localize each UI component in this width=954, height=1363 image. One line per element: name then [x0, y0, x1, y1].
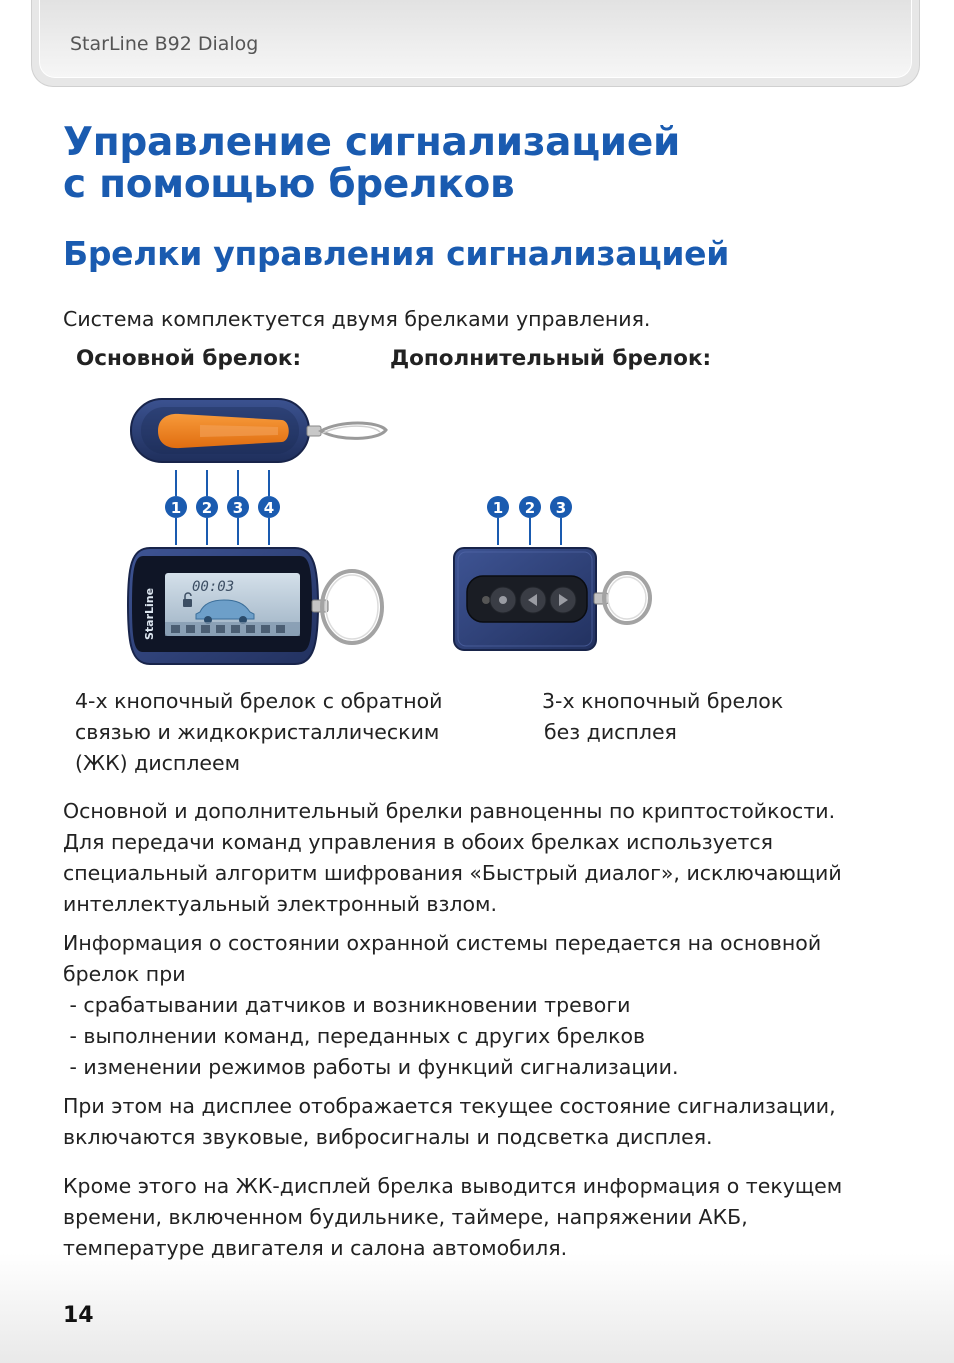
main-fob-caption-line-1: 4-х кнопочный брелок с обратной [75, 689, 443, 713]
paragraph-status-line-2: брелок при [63, 962, 186, 986]
extra-fob-caption-line-2: без дисплея [544, 720, 677, 744]
paragraph-status-info [63, 928, 893, 1083]
paragraph-lcd-line-3: температуре двигателя и салона автомобиля. [63, 1236, 568, 1260]
main-fob-badge-1-label: 1 [170, 499, 182, 517]
main-fob-top-view [131, 399, 386, 462]
page-number: 14 [63, 1303, 94, 1328]
paragraph-display-signals [63, 1091, 893, 1153]
lcd-time: 00:03 [192, 579, 235, 595]
paragraph-lcd-line-1: Кроме этого на ЖК-дисплей брелка выводится информация о текущем [63, 1174, 843, 1198]
main-fob-caption-line-2: связью и жидкокристаллическим [75, 720, 440, 744]
paragraph-crypto-line-3: специальный алгоритм шифрования «Быстрый диалог», исключающий [63, 861, 842, 885]
main-fob-badge-2-label: 2 [201, 499, 213, 517]
main-fob-leader-lines [176, 470, 269, 545]
extra-fob-label: Дополнительный брелок: [390, 346, 712, 371]
main-fob-badges [165, 496, 280, 518]
paragraph-status-bullet-1: - срабатывании датчиков и возникновении тревоги [63, 993, 631, 1017]
page-bottom-fade [0, 1253, 954, 1363]
fob-illustrations [0, 0, 954, 680]
extra-fob-badges [487, 496, 572, 518]
extra-fob-caption-line-1: 3-х кнопочный брелок [542, 689, 784, 713]
main-fob-caption [75, 686, 442, 779]
extra-fob-led [482, 596, 490, 604]
paragraph-display-line-2: включаются звуковые, вибросигналы и подсветка дисплея. [63, 1125, 713, 1149]
paragraph-status-bullet-2: - выполнении команд, переданных с других брелков [63, 1024, 646, 1048]
paragraph-status-line-1: Информация о состоянии охранной системы передается на основной [63, 931, 822, 955]
lcd-lock-icon [183, 599, 192, 607]
paragraph-crypto-line-2: Для передачи команд управления в обоих брелках используется [63, 830, 773, 854]
paragraph-lcd-info [63, 1171, 893, 1264]
paragraph-crypto [63, 796, 893, 920]
main-fob-badge-3-label: 3 [232, 499, 244, 517]
extra-fob-badge-2-label: 2 [524, 499, 536, 517]
extra-fob-leader-lines [498, 518, 561, 545]
paragraph-status-bullet-3: - изменении режимов работы и функций сигнализации. [63, 1055, 679, 1079]
page-title-line-2: с помощью брелков [63, 162, 515, 207]
paragraph-lcd-line-2: времени, включенном будильнике, таймере, напряжении АКБ, [63, 1205, 748, 1229]
fob-brand-text: StarLine [143, 587, 156, 640]
main-fob-caption-line-3: (ЖК) дисплеем [75, 751, 241, 775]
intro-text: Система комплектуется двумя брелками управления. [63, 307, 651, 331]
paragraph-display-line-1: При этом на дисплее отображается текущее состояние сигнализации, [63, 1094, 836, 1118]
paragraph-crypto-line-4: интеллектуальный электронный взлом. [63, 892, 498, 916]
extra-fob-caption [542, 686, 783, 748]
section-title: Брелки управления сигнализацией [63, 234, 730, 273]
page-title-line-1: Управление сигнализацией [63, 120, 681, 165]
extra-fob-badge-3-label: 3 [555, 499, 567, 517]
header-title: StarLine B92 Dialog [70, 33, 259, 55]
main-fob-badge-4-label: 4 [263, 499, 275, 517]
extra-fob-badge-1-label: 1 [492, 499, 504, 517]
extra-fob-front-view [454, 548, 650, 650]
main-fob-front-view [128, 548, 382, 664]
paragraph-crypto-line-1: Основной и дополнительный брелки равноценны по криптостойкости. [63, 799, 836, 823]
main-fob-label: Основной брелок: [76, 346, 302, 371]
